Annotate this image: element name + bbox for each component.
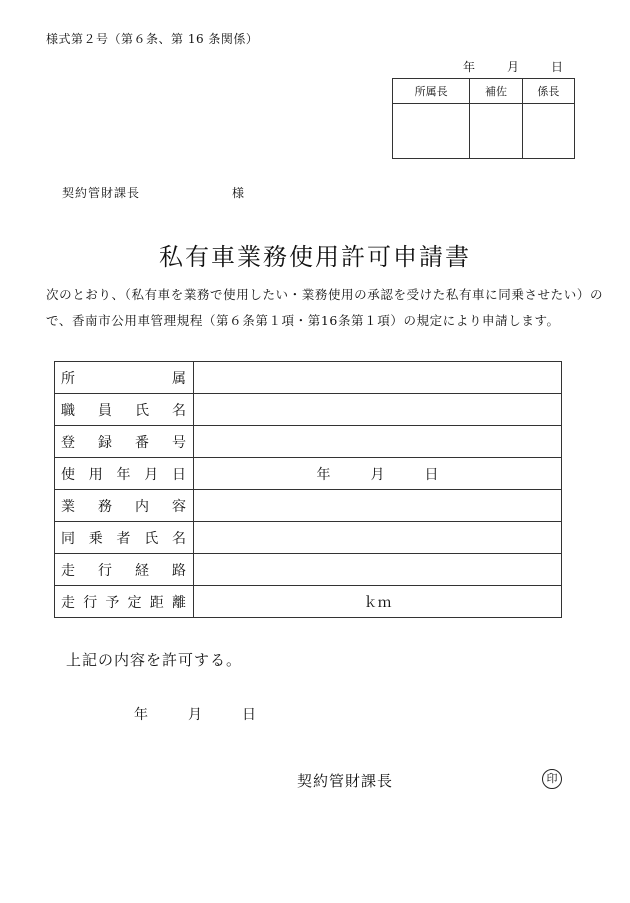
document-title: 私有車業務使用許可申請書 [159,243,471,271]
field-label: 職員氏名 [55,394,194,426]
table-row [55,362,562,394]
field-label: 登録番号 [55,426,194,458]
approval-header-assistant: 補佐 [470,79,522,104]
field-input[interactable] [194,362,562,394]
field-input[interactable] [194,490,562,522]
field-label: 業務内容 [55,490,194,522]
approval-stamp-box[interactable] [470,104,522,159]
usage-day: 日 [424,466,439,483]
table-row [55,394,562,426]
field-input[interactable] [194,426,562,458]
date-day: 日 [242,707,256,723]
seal-icon: 印 [542,769,562,789]
form-number: 様式第２号（第６条、第 16 条関係） [46,32,259,46]
date-month: 月 [507,60,520,74]
field-label: 同乗者氏名 [55,522,194,554]
table-row [55,458,562,490]
table-row [55,554,562,586]
field-label: 走行経路 [55,554,194,586]
date-year: 年 [463,60,476,74]
distance-input[interactable]: ｋｍ [194,586,562,618]
table-row [55,490,562,522]
field-label: 所属 [55,362,194,394]
field-label: 走行予定距離 [55,586,194,618]
application-table [54,361,562,618]
usage-date-input[interactable] [194,458,562,490]
approval-stamp-box[interactable] [522,104,574,159]
usage-month: 月 [370,466,385,483]
addressee [62,184,245,201]
header-date [463,58,563,75]
table-row [55,426,562,458]
date-day: 日 [551,60,564,74]
addressee-honorific: 様 [232,186,246,200]
field-input[interactable] [194,522,562,554]
date-year: 年 [134,707,148,723]
table-row [55,522,562,554]
approval-statement: 上記の内容を許可する。 [66,651,243,669]
addressee-title: 契約管財課長 [62,186,141,200]
field-label: 使用年月日 [55,458,194,490]
approval-stamp-box[interactable] [393,104,470,159]
signer-title: 契約管財課長 [297,772,394,790]
usage-year: 年 [316,466,331,483]
request-text: 次のとおり、（私有車を業務で使用したい・業務使用の承認を受けた私有車に同乗させたい）ので、香南市公用車管理規程（第６条第１項・第16条第１項）の規定により申請します。 [46,287,604,328]
approval-date [134,704,256,724]
approval-header-section-chief: 所属長 [393,79,470,104]
field-input[interactable] [194,394,562,426]
date-month: 月 [188,707,202,723]
table-row [55,586,562,618]
approval-header-unit-chief: 係長 [522,79,574,104]
field-input[interactable] [194,554,562,586]
approval-stamp-table [392,78,575,159]
